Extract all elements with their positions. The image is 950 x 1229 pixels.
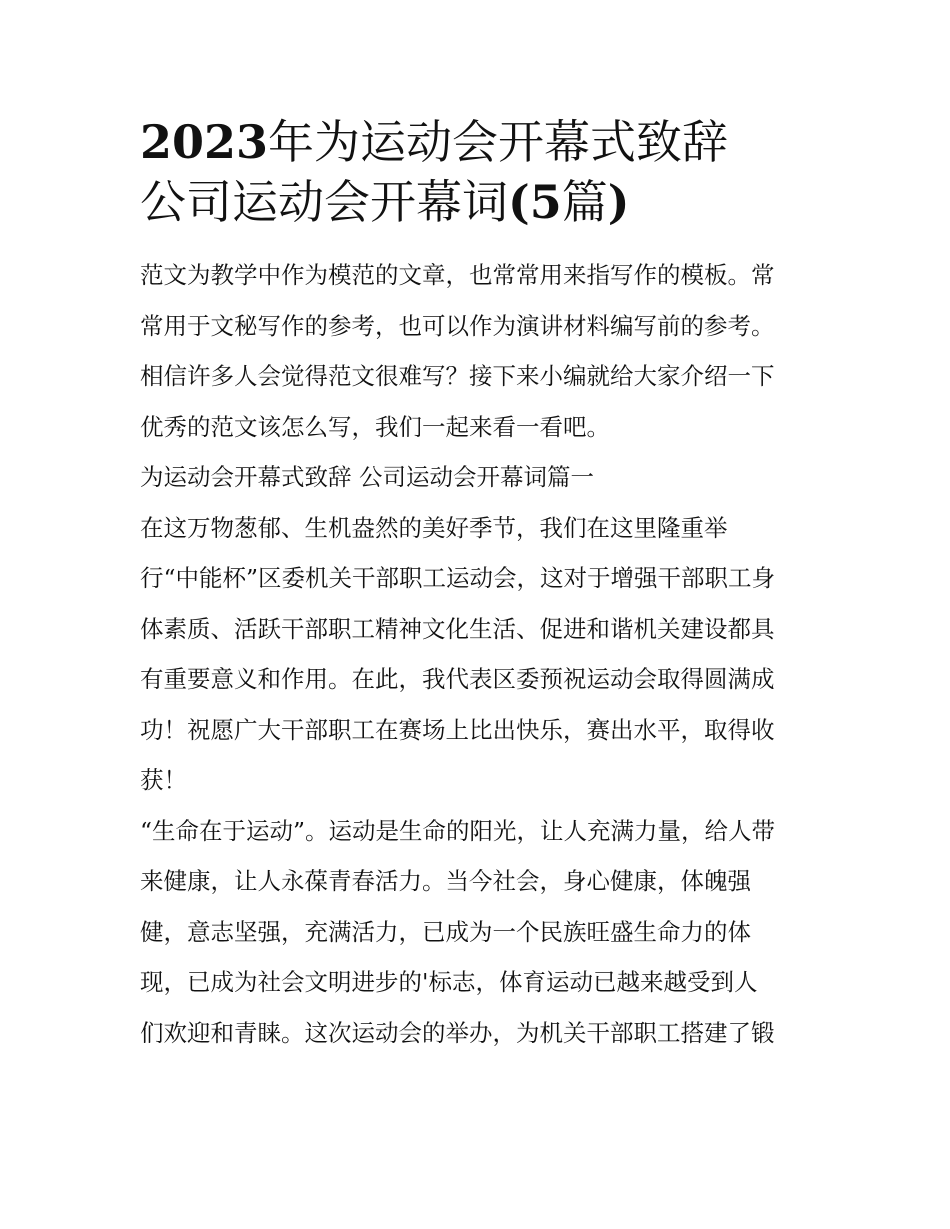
title-count: (5 xyxy=(508,175,562,229)
title-unit: 篇 xyxy=(561,175,608,229)
text-line: “生命在于运动”。运动是生命的阳光，让人充满力量，给人带 xyxy=(140,816,776,845)
paragraph-intro xyxy=(140,250,812,452)
document-body xyxy=(140,250,812,1058)
paragraph-opening xyxy=(140,503,812,806)
text-line: 体素质、活跃干部职工精神文化生活、促进和谐机关建设都具 xyxy=(140,614,775,643)
paragraph-sports xyxy=(140,806,812,1059)
title-line-1 xyxy=(140,112,812,172)
document-title xyxy=(140,112,812,232)
title-line-1-text: 年为运动会开幕式致辞 xyxy=(268,115,729,169)
text-line: 来健康，让人永葆青春活力。当今社会，身心健康，体魄强 xyxy=(140,867,751,895)
text-line: 在这万物葱郁、生机盎然的美好季节，我们在这里隆重举 xyxy=(140,513,728,542)
text-line: 优秀的范文该怎么写，我们一起来看一看吧。 xyxy=(140,412,610,441)
text-line: 行“中能杯”区委机关干部职工运动会，这对于增强干部职工身 xyxy=(140,564,776,592)
text-line: 功！祝愿广大干部职工在赛场上比出快乐，赛出水平，取得收 xyxy=(140,715,775,744)
title-year: 2023 xyxy=(140,115,269,169)
text-line: 现，已成为社会文明进步的'标志，体育运动已越来越受到人 xyxy=(140,968,758,996)
section-heading xyxy=(140,452,812,503)
text-line: 健，意志坚强，充满活力，已成为一个民族旺盛生命力的体 xyxy=(140,917,751,946)
title-close-paren: ) xyxy=(607,175,630,229)
text-line: 们欢迎和青睐。这次运动会的举办，为机关干部职工搭建了锻 xyxy=(140,1018,775,1047)
title-line-2 xyxy=(140,172,812,232)
text-line: 常用于文秘写作的参考，也可以作为演讲材料编写前的参考。 xyxy=(140,311,775,340)
text-line: 为运动会开幕式致辞 公司运动会开幕词篇一 xyxy=(140,463,594,491)
text-line: 范文为教学中作为模范的文章，也常常用来指写作的模板。常 xyxy=(140,261,775,289)
title-line-2-text: 公司运动会开幕词 xyxy=(140,175,508,229)
text-line: 相信许多人会觉得范文很难写？接下来小编就给大家介绍一下 xyxy=(140,362,775,390)
text-line: 有重要意义和作用。在此，我代表区委预祝运动会取得圆满成 xyxy=(140,665,775,693)
text-line: 获！ xyxy=(140,766,187,794)
